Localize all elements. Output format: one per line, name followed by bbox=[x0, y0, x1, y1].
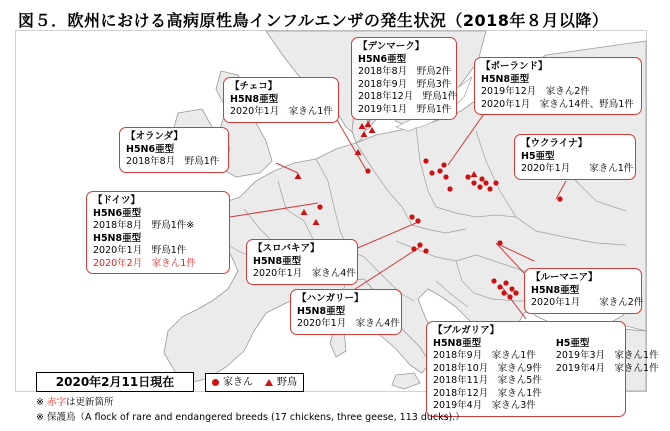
entry: 2019年12月 家きん2件 bbox=[481, 86, 590, 97]
country-label: 【スロバキア】 bbox=[253, 243, 320, 254]
strain-label: H5亜型 bbox=[521, 150, 555, 162]
legend-wild-label: 野鳥 bbox=[277, 377, 297, 388]
entry: 2018年8月 野鳥1件 bbox=[126, 156, 220, 167]
box-ukraine bbox=[514, 134, 636, 180]
box-bulgaria bbox=[426, 321, 659, 417]
bulgaria-col-h5n8 bbox=[433, 338, 542, 413]
note-updated-text: は更新箇所 bbox=[66, 397, 114, 408]
entry: 2020年1月 家きん4件 bbox=[253, 268, 356, 279]
strain-label: H5N6亜型 bbox=[358, 53, 407, 65]
box-denmark bbox=[351, 37, 457, 120]
entry: 2018年8月 野鳥1件※ bbox=[93, 220, 195, 231]
box-netherlands bbox=[119, 127, 229, 173]
strain-label: H5N8亜型 bbox=[433, 337, 482, 349]
entry: 2018年11月 家きん5件 bbox=[433, 375, 542, 386]
as-of-date: 2020年2月11日現在 bbox=[36, 372, 194, 392]
box-hungary bbox=[290, 289, 402, 335]
entry-updated: 2020年2月 家きん1件 bbox=[93, 257, 196, 269]
country-label: 【オランダ】 bbox=[126, 131, 183, 142]
strain-label: H5N8亜型 bbox=[253, 255, 302, 267]
legend-poultry-label: 家きん bbox=[223, 377, 253, 388]
strain-label: H5亜型 bbox=[555, 337, 590, 349]
page-title: 図５．欧州における高病原性鳥インフルエンザの発生状況（2018年８月以降） bbox=[18, 11, 609, 30]
entry: 2020年1月 家きん2件 bbox=[531, 297, 644, 308]
entry: 2018年12月 野鳥1件 bbox=[358, 91, 458, 102]
note-protected-birds: ※ 保護鳥（A flock of rare and endangered breeds (17 chickens, three geese, 113 ducks).） bbox=[36, 412, 465, 423]
note-red-word: 赤字 bbox=[47, 397, 67, 408]
strain-label: H5N8亜型 bbox=[481, 73, 530, 85]
country-label: 【ウクライナ】 bbox=[521, 138, 588, 149]
box-czech bbox=[223, 77, 339, 123]
entry: 2019年4月 家きん3件 bbox=[433, 400, 536, 411]
country-label: 【デンマーク】 bbox=[358, 41, 425, 52]
entry: 2019年4月 家きん1件 bbox=[555, 362, 659, 374]
entry: 2020年1月 家きん4件 bbox=[297, 318, 400, 329]
entry: 2018年12月 家きん1件 bbox=[433, 387, 542, 399]
box-romania bbox=[524, 268, 642, 314]
country-label: 【ドイツ】 bbox=[93, 195, 141, 206]
entry: 2018年9月 家きん1件 bbox=[433, 350, 536, 361]
entry: 2018年9月 野鳥3件 bbox=[358, 78, 452, 90]
country-label: 【ポーランド】 bbox=[481, 61, 548, 72]
entry: 2018年10月 家きん9件 bbox=[433, 362, 542, 374]
entry: 2018年8月 野鳥2件 bbox=[358, 66, 452, 77]
box-poland bbox=[474, 57, 642, 115]
wild-bird-triangle-icon bbox=[265, 379, 273, 386]
strain-label: H5N8亜型 bbox=[297, 305, 346, 317]
country-label: 【ブルガリア】 bbox=[433, 325, 500, 336]
poultry-dot-icon bbox=[212, 379, 219, 386]
strain-label: H5N8亜型 bbox=[531, 284, 580, 296]
country-label: 【ルーマニア】 bbox=[531, 272, 598, 283]
bulgaria-col-h5 bbox=[556, 338, 659, 413]
entry: 2020年1月 家きん14件、野鳥1件 bbox=[481, 98, 634, 110]
strain-label: H5N6亜型 bbox=[93, 207, 142, 219]
strain-label: H5N8亜型 bbox=[230, 93, 279, 105]
entry: 2019年1月 野鳥1件 bbox=[358, 103, 452, 115]
entry: 2020年1月 家きん1件 bbox=[521, 163, 634, 174]
land-sicily bbox=[392, 373, 420, 389]
note-updated bbox=[36, 394, 114, 408]
entry: 2019年3月 家きん1件 bbox=[555, 350, 659, 361]
box-slovakia bbox=[246, 239, 358, 285]
box-germany bbox=[86, 191, 230, 274]
entry: 2020年1月 家きん1件 bbox=[230, 106, 333, 117]
country-label: 【チェコ】 bbox=[230, 81, 278, 92]
country-label: 【ハンガリー】 bbox=[297, 293, 364, 304]
entry: 2020年1月 野鳥1件 bbox=[93, 245, 187, 256]
strain-label: H5N6亜型 bbox=[126, 143, 175, 155]
note-mark: ※ bbox=[36, 397, 44, 408]
map-legend bbox=[205, 373, 304, 392]
strain-label: H5N8亜型 bbox=[93, 232, 142, 244]
